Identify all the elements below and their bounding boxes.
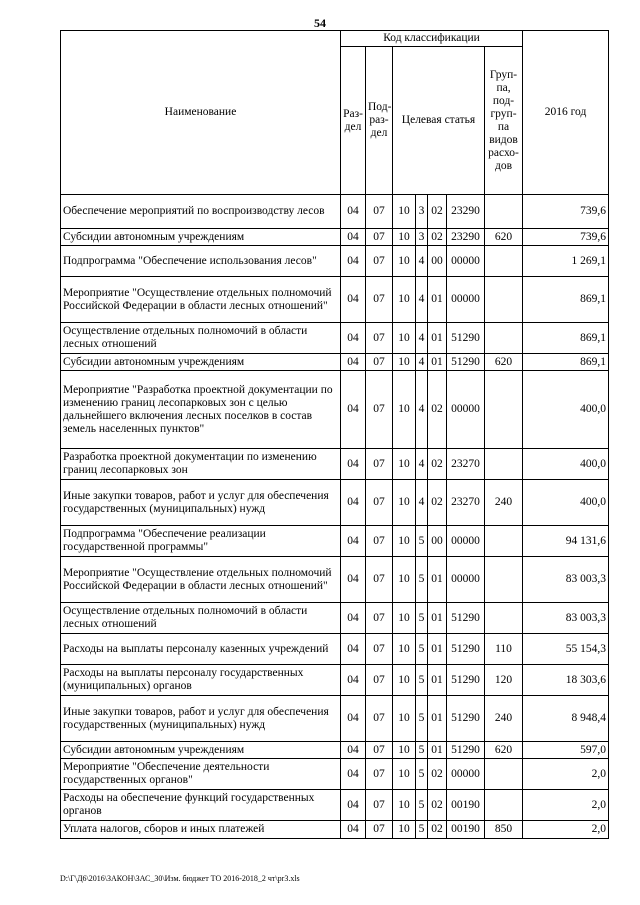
- row-amount: 597,0: [523, 742, 609, 759]
- table-row: [61, 603, 609, 634]
- row-target-subprogram: 3: [416, 229, 428, 246]
- row-target-program: 10: [393, 759, 416, 790]
- row-target-event: 00: [428, 526, 447, 557]
- row-name: Мероприятие "Разработка проектной документации по изменению границ лесопарковых зон с целью дальнейшего включения лесных поселков в состав земель населенных пунктов": [61, 371, 341, 449]
- row-target-subprogram: 4: [416, 371, 428, 449]
- row-target-program: 10: [393, 665, 416, 696]
- row-razdel: 04: [341, 759, 366, 790]
- row-target-program: 10: [393, 634, 416, 665]
- row-amount: 400,0: [523, 449, 609, 480]
- table-row: [61, 480, 609, 526]
- table-row: [61, 790, 609, 821]
- row-amount: 1 269,1: [523, 246, 609, 277]
- row-target-event: 01: [428, 323, 447, 354]
- table-row: [61, 229, 609, 246]
- row-target-direction: 51290: [447, 603, 485, 634]
- row-expense-group: [485, 526, 523, 557]
- row-target-direction: 51290: [447, 323, 485, 354]
- table-row: [61, 323, 609, 354]
- row-target-direction: 23290: [447, 229, 485, 246]
- row-target-program: 10: [393, 449, 416, 480]
- row-target-event: 01: [428, 665, 447, 696]
- row-razdel: 04: [341, 449, 366, 480]
- row-target-direction: 23270: [447, 480, 485, 526]
- row-podrazdel: 07: [366, 821, 393, 839]
- row-podrazdel: 07: [366, 195, 393, 229]
- row-target-subprogram: 5: [416, 759, 428, 790]
- row-name: Мероприятие "Осуществление отдельных полномочий Российской Федерации в области лесных отношений": [61, 557, 341, 603]
- row-target-event: 00: [428, 246, 447, 277]
- table-row: [61, 821, 609, 839]
- row-target-event: 01: [428, 634, 447, 665]
- row-target-program: 10: [393, 526, 416, 557]
- row-target-program: 10: [393, 603, 416, 634]
- row-name: Расходы на обеспечение функций государственных органов: [61, 790, 341, 821]
- row-target-subprogram: 5: [416, 742, 428, 759]
- row-target-subprogram: 3: [416, 195, 428, 229]
- row-expense-group: 240: [485, 480, 523, 526]
- row-amount: 2,0: [523, 790, 609, 821]
- row-expense-group: [485, 195, 523, 229]
- row-target-direction: 51290: [447, 742, 485, 759]
- row-target-subprogram: 5: [416, 696, 428, 742]
- row-name: Иные закупки товаров, работ и услуг для обеспечения государственных (муниципальных) нужд: [61, 480, 341, 526]
- row-expense-group: 620: [485, 354, 523, 371]
- row-podrazdel: 07: [366, 354, 393, 371]
- row-target-subprogram: 5: [416, 821, 428, 839]
- row-target-subprogram: 5: [416, 557, 428, 603]
- row-target-direction: 00000: [447, 371, 485, 449]
- row-name: Подпрограмма "Обеспечение использования лесов": [61, 246, 341, 277]
- row-razdel: 04: [341, 371, 366, 449]
- row-target-event: 02: [428, 371, 447, 449]
- row-amount: 8 948,4: [523, 696, 609, 742]
- table-row: [61, 557, 609, 603]
- table-row: [61, 449, 609, 480]
- row-target-subprogram: 5: [416, 634, 428, 665]
- row-target-program: 10: [393, 696, 416, 742]
- table-body: [61, 195, 609, 839]
- row-podrazdel: 07: [366, 277, 393, 323]
- row-target-program: 10: [393, 354, 416, 371]
- row-target-event: 02: [428, 195, 447, 229]
- row-expense-group: [485, 790, 523, 821]
- row-target-program: 10: [393, 229, 416, 246]
- row-razdel: 04: [341, 557, 366, 603]
- row-target-subprogram: 5: [416, 665, 428, 696]
- row-podrazdel: 07: [366, 634, 393, 665]
- row-podrazdel: 07: [366, 665, 393, 696]
- page-number: 54: [314, 16, 326, 30]
- row-podrazdel: 07: [366, 246, 393, 277]
- row-podrazdel: 07: [366, 603, 393, 634]
- row-podrazdel: 07: [366, 229, 393, 246]
- header-code-group: Код классификации: [341, 31, 523, 47]
- row-target-direction: 51290: [447, 665, 485, 696]
- row-target-program: 10: [393, 277, 416, 323]
- row-podrazdel: 07: [366, 323, 393, 354]
- row-target-subprogram: 4: [416, 323, 428, 354]
- row-target-program: 10: [393, 323, 416, 354]
- row-name: Расходы на выплаты персоналу казенных учреждений: [61, 634, 341, 665]
- row-amount: 869,1: [523, 323, 609, 354]
- row-amount: 739,6: [523, 195, 609, 229]
- header-razdel: Раз-дел: [341, 47, 366, 195]
- row-expense-group: [485, 371, 523, 449]
- row-razdel: 04: [341, 195, 366, 229]
- row-name: Обеспечение мероприятий по воспроизводству лесов: [61, 195, 341, 229]
- row-name: Мероприятие "Обеспечение деятельности государственных органов": [61, 759, 341, 790]
- row-target-direction: 51290: [447, 696, 485, 742]
- table-row: [61, 246, 609, 277]
- file-path-footer: D:\Г\Д6\2016\ЗАКОН\ЗАС_30\Изм. бюджет ТО 2016-2018_2 чт\pr3.xls: [60, 874, 300, 883]
- row-target-subprogram: 5: [416, 526, 428, 557]
- row-expense-group: 620: [485, 229, 523, 246]
- row-expense-group: [485, 323, 523, 354]
- table-row: [61, 526, 609, 557]
- row-razdel: 04: [341, 665, 366, 696]
- row-target-program: 10: [393, 195, 416, 229]
- row-amount: 83 003,3: [523, 603, 609, 634]
- row-target-direction: 00190: [447, 790, 485, 821]
- row-target-event: 02: [428, 449, 447, 480]
- row-target-direction: 23290: [447, 195, 485, 229]
- row-razdel: 04: [341, 480, 366, 526]
- row-podrazdel: 07: [366, 449, 393, 480]
- row-expense-group: [485, 277, 523, 323]
- row-expense-group: 240: [485, 696, 523, 742]
- row-name: Осуществление отдельных полномочий в области лесных отношений: [61, 603, 341, 634]
- row-amount: 869,1: [523, 277, 609, 323]
- table-row: [61, 665, 609, 696]
- row-target-event: 01: [428, 742, 447, 759]
- table-row: [61, 742, 609, 759]
- row-target-subprogram: 5: [416, 603, 428, 634]
- row-target-event: 02: [428, 229, 447, 246]
- row-razdel: 04: [341, 634, 366, 665]
- table-row: [61, 634, 609, 665]
- row-expense-group: [485, 759, 523, 790]
- table-row: [61, 696, 609, 742]
- row-target-event: 02: [428, 759, 447, 790]
- row-target-subprogram: 4: [416, 354, 428, 371]
- budget-table: [60, 30, 609, 839]
- row-podrazdel: 07: [366, 557, 393, 603]
- row-target-event: 01: [428, 354, 447, 371]
- row-podrazdel: 07: [366, 696, 393, 742]
- row-target-event: 02: [428, 790, 447, 821]
- row-name: Мероприятие "Осуществление отдельных полномочий Российской Федерации в области лесных отношений": [61, 277, 341, 323]
- table-row: [61, 371, 609, 449]
- row-name: Разработка проектной документации по изменению границ лесопарковых зон: [61, 449, 341, 480]
- row-podrazdel: 07: [366, 480, 393, 526]
- row-target-subprogram: 4: [416, 246, 428, 277]
- row-amount: 2,0: [523, 759, 609, 790]
- row-target-program: 10: [393, 742, 416, 759]
- row-name: Субсидии автономным учреждениям: [61, 354, 341, 371]
- row-razdel: 04: [341, 229, 366, 246]
- row-expense-group: [485, 449, 523, 480]
- row-amount: 55 154,3: [523, 634, 609, 665]
- row-target-event: 01: [428, 696, 447, 742]
- row-razdel: 04: [341, 246, 366, 277]
- row-expense-group: 110: [485, 634, 523, 665]
- row-expense-group: 620: [485, 742, 523, 759]
- row-target-direction: 00000: [447, 526, 485, 557]
- table-row: [61, 195, 609, 229]
- row-razdel: 04: [341, 603, 366, 634]
- table-row: [61, 277, 609, 323]
- row-target-direction: 00190: [447, 821, 485, 839]
- row-name: Иные закупки товаров, работ и услуг для обеспечения государственных (муниципальных) нужд: [61, 696, 341, 742]
- row-target-direction: 00000: [447, 759, 485, 790]
- row-podrazdel: 07: [366, 371, 393, 449]
- row-amount: 94 131,6: [523, 526, 609, 557]
- row-expense-group: [485, 557, 523, 603]
- row-amount: 400,0: [523, 371, 609, 449]
- row-target-program: 10: [393, 480, 416, 526]
- row-razdel: 04: [341, 696, 366, 742]
- table-row: [61, 759, 609, 790]
- row-target-program: 10: [393, 821, 416, 839]
- header-group: Груп-па, под-груп-па видов расхо-дов: [485, 47, 523, 195]
- row-target-program: 10: [393, 371, 416, 449]
- row-target-event: 01: [428, 603, 447, 634]
- row-podrazdel: 07: [366, 526, 393, 557]
- row-target-direction: 00000: [447, 246, 485, 277]
- row-target-subprogram: 4: [416, 277, 428, 323]
- row-target-direction: 51290: [447, 634, 485, 665]
- row-amount: 2,0: [523, 821, 609, 839]
- row-target-event: 02: [428, 821, 447, 839]
- row-target-program: 10: [393, 790, 416, 821]
- row-name: Расходы на выплаты персоналу государственных (муниципальных) органов: [61, 665, 341, 696]
- row-expense-group: [485, 603, 523, 634]
- row-target-direction: 00000: [447, 557, 485, 603]
- header-year: 2016 год: [523, 31, 609, 195]
- row-amount: 739,6: [523, 229, 609, 246]
- row-target-subprogram: 4: [416, 480, 428, 526]
- row-target-event: 02: [428, 480, 447, 526]
- row-target-subprogram: 4: [416, 449, 428, 480]
- row-razdel: 04: [341, 742, 366, 759]
- row-razdel: 04: [341, 323, 366, 354]
- row-razdel: 04: [341, 790, 366, 821]
- row-razdel: 04: [341, 526, 366, 557]
- row-target-program: 10: [393, 246, 416, 277]
- row-amount: 83 003,3: [523, 557, 609, 603]
- row-amount: 869,1: [523, 354, 609, 371]
- row-name: Субсидии автономным учреждениям: [61, 229, 341, 246]
- row-podrazdel: 07: [366, 759, 393, 790]
- row-target-event: 01: [428, 277, 447, 323]
- row-razdel: 04: [341, 821, 366, 839]
- row-amount: 18 303,6: [523, 665, 609, 696]
- header-target: Целевая статья: [393, 47, 485, 195]
- row-target-subprogram: 5: [416, 790, 428, 821]
- row-razdel: 04: [341, 354, 366, 371]
- row-name: Субсидии автономным учреждениям: [61, 742, 341, 759]
- row-target-program: 10: [393, 557, 416, 603]
- row-target-direction: 51290: [447, 354, 485, 371]
- row-podrazdel: 07: [366, 790, 393, 821]
- row-name: Уплата налогов, сборов и иных платежей: [61, 821, 341, 839]
- row-target-direction: 23270: [447, 449, 485, 480]
- row-razdel: 04: [341, 277, 366, 323]
- row-amount: 400,0: [523, 480, 609, 526]
- row-target-event: 01: [428, 557, 447, 603]
- header-name: Наименование: [61, 31, 341, 195]
- table-row: [61, 354, 609, 371]
- row-expense-group: 850: [485, 821, 523, 839]
- row-target-direction: 00000: [447, 277, 485, 323]
- row-expense-group: 120: [485, 665, 523, 696]
- row-podrazdel: 07: [366, 742, 393, 759]
- row-name: Осуществление отдельных полномочий в области лесных отношений: [61, 323, 341, 354]
- row-name: Подпрограмма "Обеспечение реализации государственной программы": [61, 526, 341, 557]
- row-expense-group: [485, 246, 523, 277]
- header-podrazdel: Под-раз-дел: [366, 47, 393, 195]
